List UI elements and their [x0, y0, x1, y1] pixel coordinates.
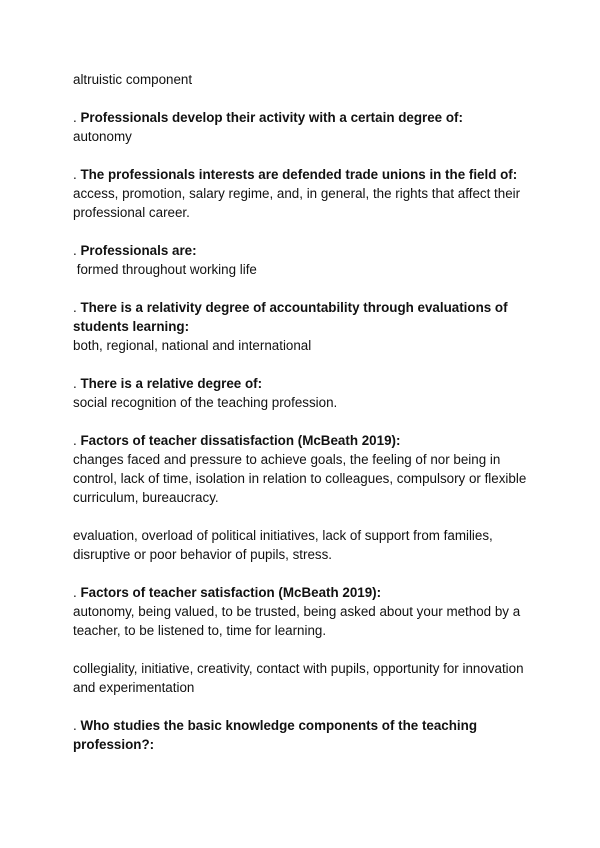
question-text: Factors of teacher satisfaction (McBeath 2019): — [80, 585, 382, 600]
answer-text: collegiality, initiative, creativity, contact with pupils, opportunity for innovation and experimentation — [73, 661, 528, 695]
bullet-prefix: . — [73, 718, 81, 733]
question-text: There is a relative degree of: — [80, 376, 263, 391]
question-text: The professionals interests are defended trade unions in the field of: — [80, 167, 518, 182]
bullet-prefix: . — [73, 300, 81, 315]
answer-text: evaluation, overload of political initiatives, lack of support from families, disruptive or poor behavior of pupils, stress. — [73, 528, 497, 562]
question-heading — [73, 374, 540, 393]
bullet-prefix: . — [73, 585, 81, 600]
qa-item-accountability — [73, 298, 540, 355]
bullet-prefix: . — [73, 110, 81, 125]
qa-item-professionals-are — [73, 241, 540, 279]
intro-line: altruistic component — [73, 72, 193, 87]
question-heading — [73, 108, 540, 127]
question-heading — [73, 165, 540, 184]
bullet-prefix: . — [73, 376, 81, 391]
question-text: Professionals are: — [80, 243, 197, 258]
answer-text: autonomy, being valued, to be trusted, being asked about your method by a teacher, to be listened to, time for learning. — [73, 604, 524, 638]
answer-text: both, regional, national and international — [73, 338, 312, 353]
question-heading — [73, 298, 540, 336]
answer-text: changes faced and pressure to achieve goals, the feeling of nor being in control, lack of time, isolation in relation to colleagues, compulsory or flexible curriculum, bureaucracy. — [73, 452, 531, 505]
question-heading — [73, 431, 540, 450]
qa-item-satisfaction — [73, 583, 540, 697]
bullet-prefix: . — [73, 167, 81, 182]
answer-text: autonomy — [73, 129, 132, 144]
qa-item-recognition — [73, 374, 540, 412]
question-heading — [73, 716, 540, 754]
question-text: Factors of teacher dissatisfaction (McBeath 2019): — [80, 433, 401, 448]
answer-text: formed throughout working life — [73, 262, 257, 277]
question-text: Who studies the basic knowledge components of the teaching profession?: — [73, 718, 478, 752]
bullet-prefix: . — [73, 243, 81, 258]
question-text: There is a relativity degree of accountability through evaluations of students learning: — [73, 300, 508, 334]
qa-item-autonomy — [73, 108, 540, 146]
qa-item-dissatisfaction — [73, 431, 540, 564]
qa-item-trade-unions — [73, 165, 540, 222]
answer-text: social recognition of the teaching profession. — [73, 395, 338, 410]
answer-text: access, promotion, salary regime, and, in general, the rights that affect their professional career. — [73, 186, 524, 220]
bullet-prefix: . — [73, 433, 81, 448]
question-heading — [73, 583, 540, 602]
qa-item-knowledge-components — [73, 716, 540, 754]
question-heading — [73, 241, 540, 260]
question-text: Professionals develop their activity with a certain degree of: — [80, 110, 463, 125]
